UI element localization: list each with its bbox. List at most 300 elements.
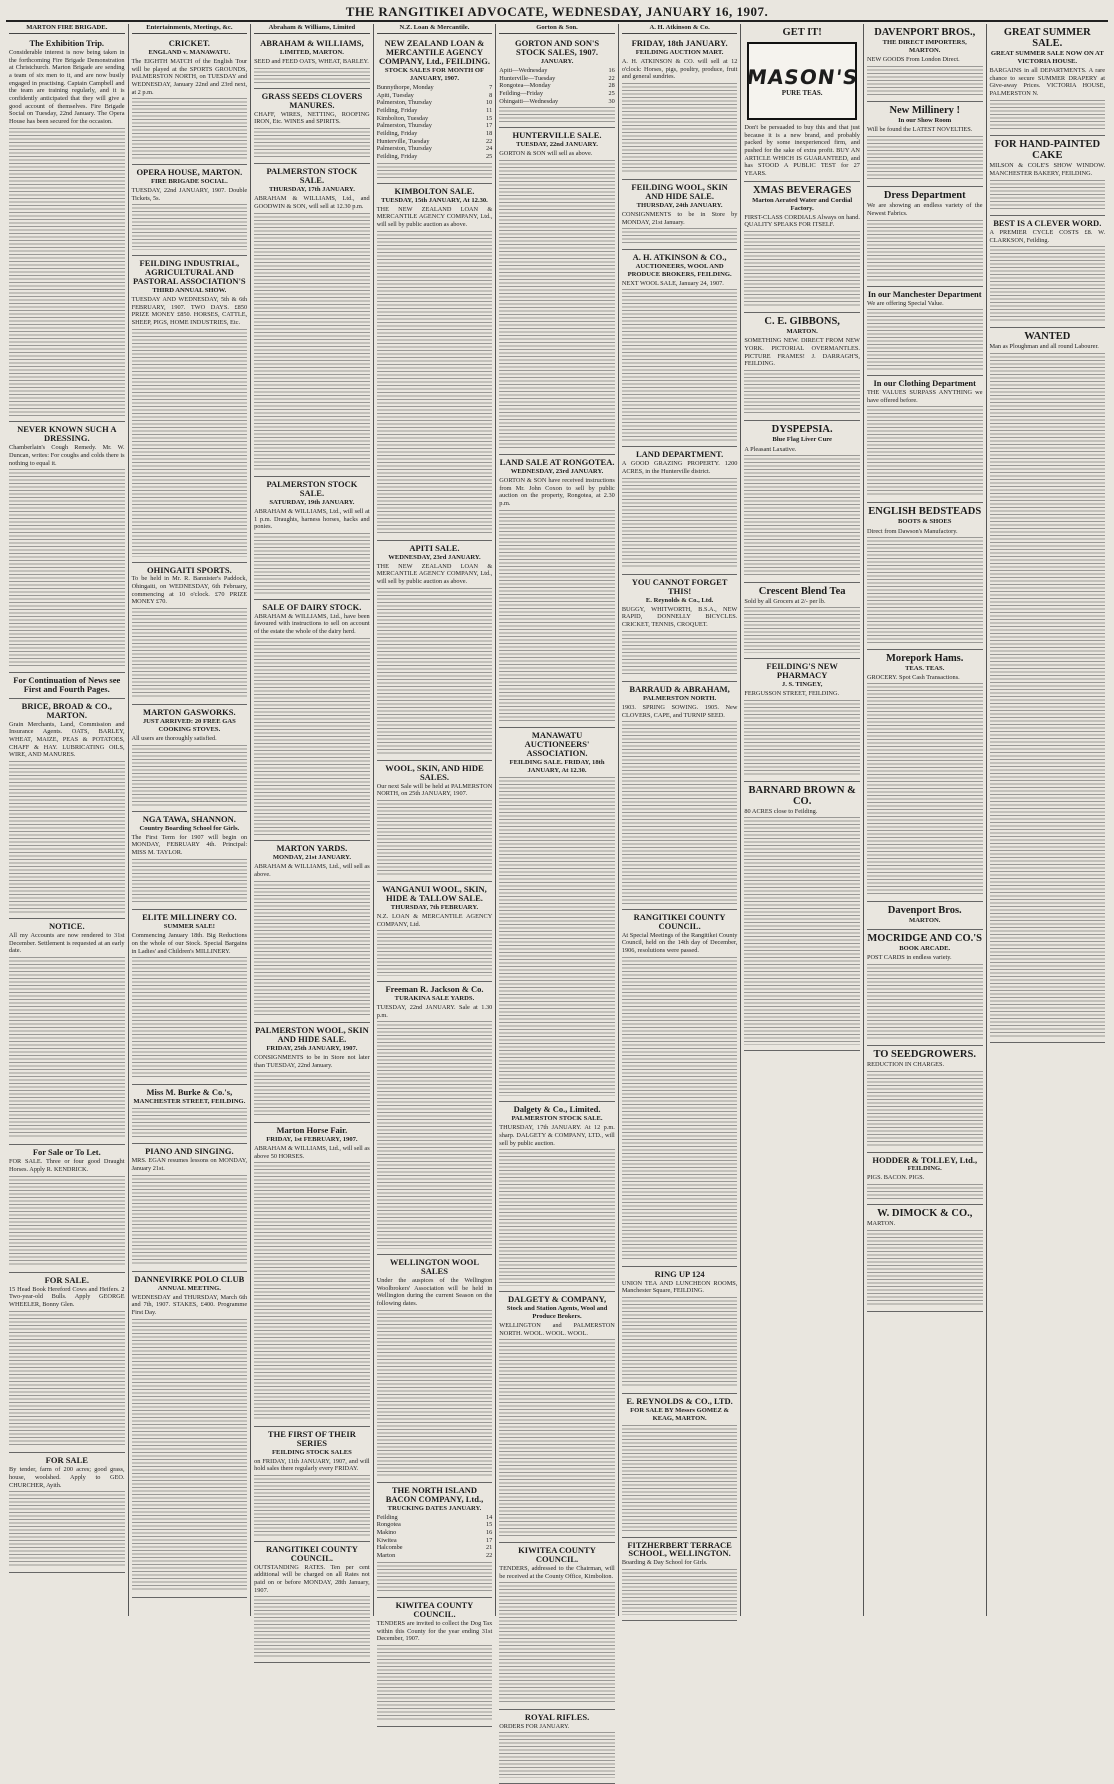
ad-body-text: MARTON. bbox=[866, 1220, 896, 1228]
advertisement bbox=[744, 782, 860, 1052]
text-texture bbox=[132, 1108, 248, 1138]
advertisement bbox=[622, 682, 738, 910]
ad-body-text: on FRIDAY, 11th JANUARY, 1907, and will hold sales there regularly every FRIDAY. bbox=[254, 1457, 370, 1473]
body-text-lines bbox=[622, 1569, 738, 1615]
text-texture bbox=[499, 160, 615, 449]
text-texture bbox=[132, 859, 248, 905]
ad-body-text: THE VALUES SURPASS ANYTHING we have offered before. bbox=[866, 388, 983, 404]
text-texture bbox=[499, 107, 615, 122]
text-texture bbox=[254, 68, 370, 83]
body-text-lines bbox=[132, 204, 248, 250]
sale-date-row bbox=[377, 115, 493, 123]
text-texture bbox=[867, 683, 983, 896]
sale-place: Ohingaiti—Wednesday bbox=[499, 97, 559, 105]
body-text-lines bbox=[744, 231, 860, 307]
ad-title: CRICKET. bbox=[168, 38, 210, 49]
ad-body-text: We are showing an endless variety of the Newest Fabrics. bbox=[866, 202, 983, 218]
ad-body-text: SOMETHING NEW. DIRECT FROM NEW YORK. PICTORIAL OVERMANTLES. PICTURE FRAMES! J. DARRAGH'S, FEILDING. bbox=[744, 337, 860, 368]
text-texture bbox=[9, 469, 125, 667]
ad-title: Morepork Hams. bbox=[886, 652, 964, 664]
ad-title: RING UP 124 bbox=[654, 1268, 705, 1279]
ad-body-text: Man as Ploughman and all round Labourer. bbox=[989, 343, 1099, 351]
advertisement bbox=[132, 910, 248, 1085]
text-texture bbox=[254, 881, 370, 1018]
ad-subtitle: FEILDING AUCTION MART. bbox=[635, 48, 724, 56]
ad-title: KIWITEA COUNTY COUNCIL. bbox=[395, 1600, 474, 1620]
body-text-lines bbox=[622, 1297, 738, 1388]
ad-title: DANNEVIRKE POLO CLUB bbox=[134, 1273, 245, 1284]
ad-title: In our Manchester Department bbox=[867, 288, 982, 299]
ad-body-text: At Special Meetings of the Rangitikei County Council, held on the 14th day of December, 1906, resolutions were passed. bbox=[621, 931, 738, 955]
sale-day: 7 bbox=[489, 83, 493, 91]
text-texture bbox=[867, 1230, 983, 1306]
sale-date-row bbox=[377, 1552, 493, 1560]
advertisement bbox=[132, 165, 248, 256]
text-texture bbox=[622, 228, 738, 243]
advertisement bbox=[499, 1710, 615, 1784]
body-text-lines bbox=[990, 246, 1106, 322]
sale-place: Palmerston, Thursday bbox=[376, 145, 432, 153]
body-text-lines bbox=[132, 608, 248, 699]
ad-body-text: Direct from Dawson's Manufactory. bbox=[866, 527, 958, 535]
text-texture bbox=[622, 83, 738, 174]
columns bbox=[6, 24, 1108, 1730]
ad-title: MANAWATU AUCTIONEERS' ASSOCIATION. bbox=[524, 730, 590, 759]
ad-body-text: Considerable interest is now being taken in the forthcoming Fire Brigade Demonstration at Christchurch. Marton Brigade are sending a team of six men to it, and are now busily engaged in practising. Captain Campbell and the team are training regularly, and it is confidently anticipated that they will give a good account of themselves. Fire Brigade Social on Tuesday, 22nd January. The Opera House has been secured for the occasion. bbox=[9, 48, 125, 125]
ad-body-text: A. H. ATKINSON & CO. will sell at 12 o'clock: Horses, pigs, poultry, produce, fruit and general sundries. bbox=[621, 57, 738, 81]
text-texture bbox=[9, 1311, 125, 1448]
ad-title: LAND DEPARTMENT. bbox=[635, 449, 724, 460]
text-texture bbox=[254, 638, 370, 836]
ad-title: GET IT! bbox=[782, 27, 822, 38]
advertisement bbox=[132, 256, 248, 562]
text-texture bbox=[499, 1732, 615, 1778]
body-text-lines bbox=[9, 1176, 125, 1267]
ad-subtitle: E. Reynolds & Co., Ltd. bbox=[645, 596, 714, 604]
sale-date-row bbox=[499, 82, 615, 90]
advertisement bbox=[744, 421, 860, 582]
ad-title: Marton Horse Fair. bbox=[276, 1125, 348, 1136]
text-texture bbox=[499, 510, 615, 723]
sale-date-row bbox=[499, 75, 615, 83]
text-texture bbox=[9, 1176, 125, 1267]
sale-place: Hunterville, Tuesday bbox=[376, 137, 430, 145]
ad-title: SALE OF DAIRY STOCK. bbox=[262, 601, 362, 612]
ad-subtitle: SATURDAY, 19th JANUARY. bbox=[269, 498, 355, 506]
ad-body-text: POST CARDS in endless variety. bbox=[866, 954, 952, 962]
text-texture bbox=[622, 957, 738, 1261]
body-text-lines bbox=[132, 1108, 248, 1138]
sale-day: 15 bbox=[485, 114, 493, 122]
ad-title: ABRAHAM & WILLIAMS, bbox=[260, 38, 364, 49]
advertisement bbox=[9, 919, 125, 1145]
sale-place: Feilding, Friday bbox=[376, 152, 418, 160]
body-text-lines bbox=[622, 289, 738, 441]
ad-subtitle: TURAKINA SALE YARDS. bbox=[394, 994, 475, 1002]
text-texture bbox=[377, 1021, 493, 1249]
body-text-lines bbox=[867, 537, 983, 643]
sale-place: Feilding, Friday bbox=[376, 106, 418, 114]
text-texture bbox=[867, 537, 983, 643]
sale-place: Hunterville—Tuesday bbox=[499, 74, 556, 82]
text-texture bbox=[622, 1569, 738, 1615]
text-texture bbox=[132, 1319, 248, 1593]
ad-title: THE NORTH ISLAND BACON COMPANY, Ltd., bbox=[385, 1484, 484, 1504]
advertisement bbox=[9, 1273, 125, 1454]
body-text-lines bbox=[744, 607, 860, 653]
sale-place: Feilding—Friday bbox=[499, 89, 543, 97]
text-texture bbox=[9, 957, 125, 1139]
sale-date-row bbox=[377, 130, 493, 138]
ad-title: THE FIRST OF THEIR SERIES bbox=[267, 1428, 356, 1448]
column-1 bbox=[6, 24, 129, 1616]
advertisement bbox=[622, 180, 738, 249]
ad-title: BARRAUD & ABRAHAM, bbox=[629, 684, 730, 695]
ad-title: XMAS BEVERAGES bbox=[753, 184, 852, 196]
ad-title: PIANO AND SINGING. bbox=[145, 1146, 234, 1157]
body-text-lines bbox=[867, 136, 983, 182]
ad-title: Dalgety & Co., Limited. bbox=[513, 1104, 601, 1115]
ad-title: NEW ZEALAND LOAN & MERCANTILE AGENCY COMPANY, Ltd., FEILDING. bbox=[378, 38, 490, 66]
text-texture bbox=[254, 213, 370, 471]
body-text-lines bbox=[744, 455, 860, 577]
sale-place: Makino bbox=[376, 1529, 397, 1537]
text-texture bbox=[622, 1425, 738, 1531]
sale-place: Apiti, Tuesday bbox=[376, 91, 414, 99]
advertisement bbox=[990, 216, 1106, 328]
ad-body-text: MILSON & COLE'S SHOW WINDOW. MANCHESTER BAKERY, FEILDING. bbox=[989, 162, 1106, 177]
text-texture bbox=[990, 353, 1106, 1037]
ad-subtitle: Marton Aerated Water and Cordial Factory. bbox=[752, 196, 853, 212]
ad-subtitle: TRUCKING DATES JANUARY. bbox=[387, 1504, 482, 1512]
advertisement bbox=[867, 187, 983, 286]
column-header: A. H. Atkinson & Co. bbox=[622, 24, 738, 34]
ad-title: FOR SALE. bbox=[44, 1274, 89, 1285]
ad-body-text: TENDERS are invited to collect the Dog Tax within this County for the year ending 31st December, 1907. bbox=[376, 1620, 493, 1643]
ad-title: MARTON GASWORKS. bbox=[143, 707, 236, 718]
ad-body-text: 15 Head Book Hereford Cows and Heifers. 2 Two-year-old Bulls. Apply GEORGE WHEELER, Bonny Glen. bbox=[9, 1285, 125, 1309]
ad-body-text: All my Accounts are now rendered to 31st December. Settlement is requested at an early date. bbox=[9, 931, 125, 955]
body-text-lines bbox=[377, 1021, 493, 1249]
ad-title: YOU CANNOT FORGET THIS! bbox=[631, 576, 728, 596]
ad-body-text: FERGUSSON STREET, FEILDING. bbox=[744, 689, 840, 697]
ad-body-text: A GOOD GRAZING PROPERTY. 1200 ACRES, in the Hunterville district. bbox=[621, 460, 738, 475]
body-text-lines bbox=[254, 638, 370, 836]
ad-title: PALMERSTON WOOL, SKIN AND HIDE SALE. bbox=[255, 1025, 369, 1045]
body-text-lines bbox=[254, 1596, 370, 1657]
ad-body-text: UNION TEA AND LUNCHEON ROOMS, Manchester Square, FEILDING. bbox=[621, 1279, 738, 1295]
text-texture bbox=[254, 1072, 370, 1118]
text-texture bbox=[990, 180, 1106, 210]
text-texture bbox=[9, 761, 125, 913]
text-texture bbox=[132, 98, 248, 159]
advertisement bbox=[377, 541, 493, 761]
text-texture bbox=[132, 957, 248, 1079]
advertisement bbox=[254, 477, 370, 600]
ad-subtitle: AUCTIONEERS, WOOL AND PRODUCE BROKERS, FEILDING. bbox=[627, 262, 732, 278]
text-texture bbox=[622, 721, 738, 903]
advertisement bbox=[377, 882, 493, 982]
ad-title: GORTON AND SON'S STOCK SALES, 1907. bbox=[514, 38, 600, 57]
sale-day: 22 bbox=[485, 1552, 493, 1560]
advertisement bbox=[377, 982, 493, 1255]
ad-title: The Exhibition Trip. bbox=[29, 38, 105, 49]
advertisement bbox=[254, 600, 370, 842]
text-texture bbox=[254, 1596, 370, 1657]
body-text-lines bbox=[867, 309, 983, 370]
ad-title: DAVENPORT BROS., bbox=[874, 27, 976, 38]
ad-subtitle: THIRD ANNUAL SHOW. bbox=[152, 286, 227, 294]
sale-day: 14 bbox=[485, 1513, 493, 1521]
advertisement bbox=[622, 447, 738, 574]
advertisement bbox=[867, 287, 983, 376]
text-texture bbox=[377, 163, 493, 178]
ad-subtitle: THE DIRECT IMPORTERS, MARTON. bbox=[882, 39, 967, 55]
ad-title: FEILDING'S NEW PHARMACY bbox=[766, 661, 838, 680]
advertisement bbox=[867, 376, 983, 503]
text-texture bbox=[132, 745, 248, 806]
text-texture bbox=[990, 246, 1106, 322]
text-texture bbox=[254, 1162, 370, 1420]
ad-title: GRASS SEEDS CLOVERS MANURES. bbox=[261, 90, 363, 110]
text-texture bbox=[744, 817, 860, 1045]
body-text-lines bbox=[377, 930, 493, 976]
ad-body-text: ABRAHAM & WILLIAMS, Ltd., will sell at 1 p.m. Draughts, harness horses, hacks and ponies. bbox=[254, 507, 370, 531]
ad-subtitle: TEAS. TEAS. bbox=[905, 664, 945, 672]
advertisement bbox=[867, 1205, 983, 1312]
advertisement bbox=[9, 1453, 125, 1573]
sale-day: 25 bbox=[485, 152, 493, 160]
sale-day: 16 bbox=[485, 1529, 493, 1537]
ad-body-text: Our next Sale will be held at PALMERSTON NORTH, on 25th JANUARY, 1907. bbox=[376, 782, 493, 798]
body-text-lines bbox=[990, 100, 1106, 130]
ad-subtitle: FRIDAY, 1st FEBRUARY, 1907. bbox=[266, 1136, 358, 1144]
body-text-lines bbox=[254, 1072, 370, 1118]
text-texture bbox=[132, 1175, 248, 1266]
body-text-lines bbox=[867, 964, 983, 1040]
advertisement bbox=[132, 563, 248, 706]
ad-title: NEVER KNOWN SUCH A DRESSING. bbox=[17, 424, 117, 444]
sale-day: 21 bbox=[485, 1544, 493, 1552]
ad-body-text: 1903. SPRING SOWING. 1905. New CLOVERS, CAPE, and TURNIP SEED. bbox=[621, 704, 738, 719]
logo-brand: MASON'S bbox=[744, 64, 860, 89]
advertisement bbox=[254, 1023, 370, 1123]
text-texture bbox=[622, 289, 738, 441]
body-text-lines bbox=[867, 1230, 983, 1306]
text-texture bbox=[499, 1339, 615, 1537]
ad-body-text: NEXT WOOL SALE, January 24, 1907. bbox=[621, 279, 724, 287]
text-texture bbox=[867, 1184, 983, 1199]
sale-date-row bbox=[377, 1544, 493, 1552]
advertisement bbox=[867, 503, 983, 649]
body-text-lines bbox=[867, 683, 983, 896]
sale-date-row bbox=[377, 1537, 493, 1545]
body-text-lines bbox=[254, 1162, 370, 1420]
ad-subtitle: WEDNESDAY, 23rd JANUARY. bbox=[510, 467, 604, 475]
ad-subtitle: BOOTS & SHOES bbox=[897, 518, 952, 526]
ad-subtitle: MARTON. bbox=[909, 917, 941, 925]
ad-body-text: THE NEW ZEALAND LOAN & MERCANTILE AGENCY COMPANY, Ltd., will sell by public auction as above. bbox=[376, 562, 493, 586]
text-texture bbox=[499, 777, 615, 1096]
sale-place: Feilding, Friday bbox=[376, 129, 418, 137]
ad-body-text: Will be found the LATEST NOVELTIES. bbox=[866, 126, 973, 134]
ad-title: W. DIMOCK & CO., bbox=[877, 1208, 973, 1220]
ad-subtitle: FEILDING. bbox=[907, 1165, 942, 1173]
body-text-lines bbox=[867, 406, 983, 497]
ad-body-text: ABRAHAM & WILLIAMS, Ltd., will sell as above 50 HORSES. bbox=[254, 1145, 370, 1160]
advertisement bbox=[132, 1085, 248, 1144]
sale-date-row bbox=[377, 153, 493, 161]
ad-title: TO SEEDGROWERS. bbox=[873, 1048, 976, 1060]
ad-title: RANGITIKEI COUNTY COUNCIL. bbox=[265, 1543, 358, 1563]
body-text-lines bbox=[990, 180, 1106, 210]
ad-body-text: WEDNESDAY and THURSDAY, March 6th and 7th, 1907. STAKES, £400. Programme First Day. bbox=[131, 1293, 248, 1316]
column-8 bbox=[864, 24, 987, 1616]
advertisement bbox=[867, 650, 983, 903]
text-texture bbox=[377, 1310, 493, 1477]
text-texture bbox=[867, 1071, 983, 1147]
sale-place: Palmerston, Thursday bbox=[376, 122, 432, 130]
sale-place: Marton bbox=[376, 1552, 396, 1560]
ad-subtitle: LIMITED, MARTON. bbox=[279, 48, 344, 56]
column-header: N.Z. Loan & Mercantile. bbox=[377, 24, 493, 34]
text-texture bbox=[254, 1475, 370, 1536]
ad-body-text: PIGS. BACON. PIGS. bbox=[866, 1174, 925, 1182]
text-texture bbox=[744, 607, 860, 653]
masons-teas-logo bbox=[744, 42, 860, 120]
sale-place: Kimbolton, Tuesday bbox=[376, 114, 429, 122]
ad-subtitle: FEILDING SALE. FRIDAY, 18th JANUARY, At 12.30. bbox=[509, 759, 605, 775]
text-texture bbox=[132, 329, 248, 557]
advertisement bbox=[132, 36, 248, 165]
body-text-lines bbox=[867, 66, 983, 96]
ad-subtitle: THURSDAY, 17th JANUARY. bbox=[268, 186, 355, 194]
text-texture bbox=[377, 588, 493, 755]
ad-subtitle: TUESDAY, 22nd JANUARY. bbox=[516, 141, 598, 149]
sale-place: Rongotea—Monday bbox=[499, 82, 551, 90]
advertisement bbox=[377, 1483, 493, 1598]
body-text-lines bbox=[867, 1071, 983, 1147]
ad-title: Miss M. Burke & Co.'s, bbox=[146, 1086, 233, 1097]
sale-place: Bunnythorpe, Monday bbox=[376, 83, 434, 91]
ad-title: BARNARD BROWN & CO. bbox=[748, 784, 856, 807]
sale-day: 18 bbox=[485, 129, 493, 137]
ad-subtitle: Blue Flag Liver Cure bbox=[772, 436, 832, 444]
sale-place: Apiti—Wednesday bbox=[499, 66, 548, 74]
sale-day: 28 bbox=[608, 82, 615, 90]
ad-body-text: 80 ACRES close to Feilding. bbox=[744, 807, 818, 815]
ad-body-text: GROCERY. Spot Cash Transactions. bbox=[866, 673, 960, 681]
body-text-lines bbox=[744, 370, 860, 416]
ad-title: MOCRIDGE AND CO.'S bbox=[867, 933, 983, 945]
body-text-lines bbox=[132, 98, 248, 159]
sale-date-row bbox=[377, 145, 493, 153]
ad-subtitle: PALMERSTON STOCK SALE. bbox=[511, 1115, 603, 1123]
column-6 bbox=[619, 24, 742, 1616]
body-text-lines bbox=[622, 1425, 738, 1531]
advertisement bbox=[254, 1427, 370, 1542]
text-texture bbox=[744, 455, 860, 577]
ad-subtitle: ENGLAND v. MANAWATU. bbox=[148, 48, 231, 56]
body-text-lines bbox=[499, 510, 615, 723]
advertisement bbox=[622, 1538, 738, 1621]
advertisement bbox=[377, 1255, 493, 1483]
ad-body-text: THE NEW ZEALAND LOAN & MERCANTILE AGENCY COMPANY, Ltd., will sell by public auction as above. bbox=[376, 205, 493, 229]
column-header: Gorton & Son. bbox=[499, 24, 615, 34]
column-7 bbox=[741, 24, 864, 1616]
ad-subtitle: JUST ARRIVED: 20 FREE GAS COOKING STOVES. bbox=[142, 718, 236, 734]
ad-subtitle: Stock and Station Agents, Wool and Produce Brokers. bbox=[506, 1305, 608, 1321]
body-text-lines bbox=[254, 68, 370, 83]
advertisement bbox=[867, 1046, 983, 1153]
ad-body-text: The First Term for 1907 will begin on MONDAY, FEBRUARY 4th. Principal: MISS M. TAYLOR. bbox=[131, 833, 248, 857]
ad-title: APITI SALE. bbox=[409, 542, 460, 553]
advertisement bbox=[9, 699, 125, 919]
sale-date-row bbox=[499, 98, 615, 106]
body-text-lines bbox=[622, 957, 738, 1261]
body-text-lines bbox=[377, 800, 493, 876]
ad-body-text: GORTON & SON have received instructions from Mr. John Coxon to sell by public auction on the property, Rongotea, at 2.30 p.m. bbox=[499, 476, 615, 507]
ad-body-text: Sold by all Grocers at 2/- per lb. bbox=[744, 597, 826, 605]
ad-subtitle: PALMERSTON NORTH. bbox=[643, 695, 717, 703]
text-texture bbox=[622, 1297, 738, 1388]
ad-body-text: REDUCTION IN CHARGES. bbox=[866, 1060, 945, 1068]
body-text-lines bbox=[867, 220, 983, 281]
advertisement bbox=[132, 812, 248, 911]
ad-subtitle: MARTON. bbox=[786, 328, 818, 336]
advertisement bbox=[499, 1543, 615, 1710]
body-text-lines bbox=[132, 329, 248, 557]
text-texture bbox=[744, 370, 860, 416]
ad-subtitle: Country Boarding School for Girls. bbox=[139, 824, 240, 832]
advertisement bbox=[254, 89, 370, 165]
sale-place: Halcombe bbox=[376, 1544, 403, 1552]
ad-subtitle: THURSDAY, 24th JANUARY. bbox=[636, 202, 723, 210]
text-texture bbox=[377, 1645, 493, 1721]
advertisement bbox=[622, 910, 738, 1267]
sale-day: 11 bbox=[486, 106, 493, 114]
advertisement bbox=[9, 673, 125, 699]
ad-title: C. E. GIBBONS, bbox=[764, 316, 840, 328]
ad-title: ROYAL RIFLES. bbox=[524, 1711, 590, 1722]
ad-body-text: A Pleasant Laxative. bbox=[744, 445, 797, 453]
ad-subtitle: SUMMER SALE! bbox=[163, 923, 215, 931]
body-text-lines bbox=[622, 478, 738, 569]
ad-title: PALMERSTON STOCK SALE. bbox=[266, 166, 358, 186]
column-header: Entertainments, Meetings, &c. bbox=[132, 24, 248, 34]
advertisement bbox=[9, 36, 125, 422]
ad-subtitle: WEDNESDAY, 23rd JANUARY. bbox=[388, 553, 481, 561]
body-text-lines bbox=[254, 128, 370, 158]
ad-title: FRIDAY, 18th JANUARY. bbox=[631, 38, 728, 49]
ad-title: LAND SALE AT RONGOTEA. bbox=[499, 456, 615, 467]
body-text-lines bbox=[499, 1582, 615, 1704]
advertisement bbox=[744, 313, 860, 421]
ad-title: OPERA HOUSE, MARTON. bbox=[136, 167, 243, 178]
advertisement bbox=[499, 455, 615, 728]
body-text-lines bbox=[499, 1732, 615, 1778]
body-text-lines bbox=[254, 1475, 370, 1536]
ad-title: PALMERSTON STOCK SALE. bbox=[266, 479, 358, 498]
ad-title: FEILDING INDUSTRIAL, AGRICULTURAL AND PASTORAL ASSOCIATION'S bbox=[133, 258, 246, 286]
body-text-lines bbox=[377, 588, 493, 755]
body-text-lines bbox=[622, 631, 738, 677]
ad-title: HUNTERVILLE SALE. bbox=[512, 130, 602, 141]
ad-subtitle: J. S. TINGEY, bbox=[781, 680, 823, 688]
advertisement bbox=[867, 24, 983, 102]
ad-title: For Continuation of News see First and Fourth Pages. bbox=[13, 674, 121, 694]
ad-title: OHINGAITI SPORTS. bbox=[146, 564, 232, 575]
